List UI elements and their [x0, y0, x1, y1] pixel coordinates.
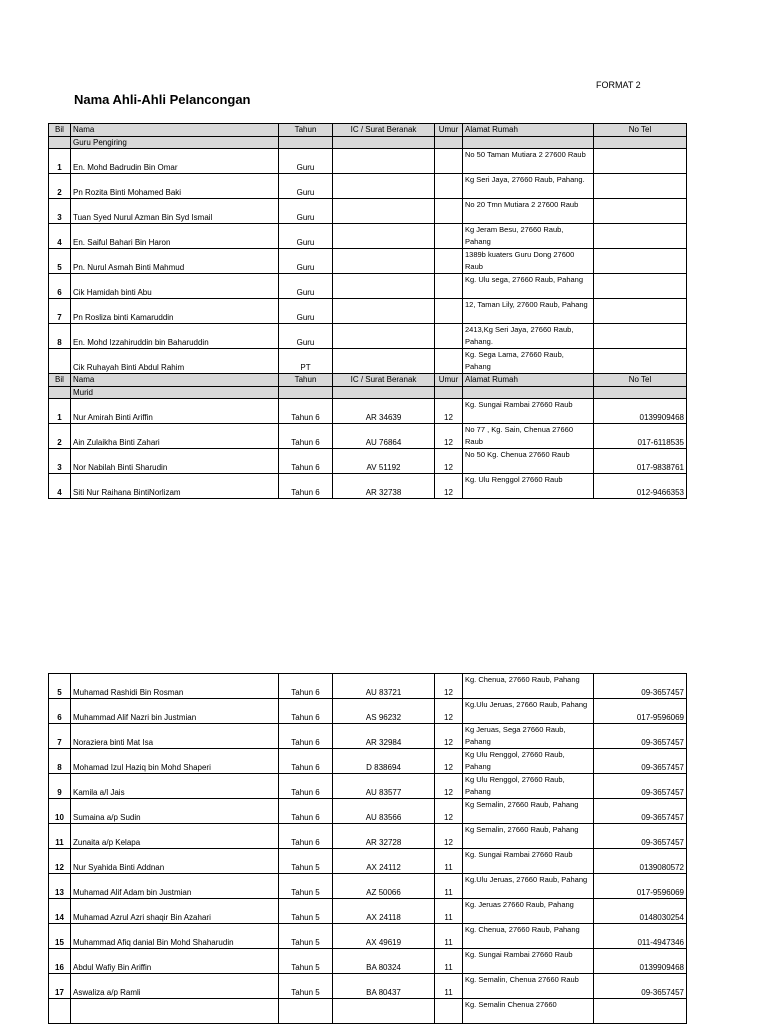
cell-bil: 3 [49, 449, 71, 474]
cell-alamat: No 50 Taman Mutiara 2 27600 Raub [463, 149, 594, 174]
cell-bil [49, 349, 71, 374]
cell-bil: 11 [49, 824, 71, 849]
cell-no-tel: 09-3657457 [594, 774, 687, 799]
cell-alamat: Kg. Semalin Chenua 27660 [463, 999, 594, 1024]
cell-alamat: 12, Taman Lily, 27600 Raub, Pahang [463, 299, 594, 324]
cell-ic [333, 349, 435, 374]
cell-bil: 13 [49, 874, 71, 899]
table-row [49, 349, 687, 374]
cell-tahun: Tahun 5 [279, 849, 333, 874]
group-row-teachers [49, 137, 687, 149]
group-bil-cell [49, 137, 71, 149]
header-nama: Nama [71, 124, 279, 137]
cell-nama: Abdul Wafiy Bin Ariffin [71, 949, 279, 974]
cell-nama: Muhammad Alif Nazri bin Justmian [71, 699, 279, 724]
cell-bil: 1 [49, 399, 71, 424]
cell-ic: AX 24118 [333, 899, 435, 924]
cell-no-tel: 012-9466353 [594, 474, 687, 499]
cell-bil: 5 [49, 674, 71, 699]
cell-alamat: No 77 , Kg. Sain, Chenua 27660 Raub [463, 424, 594, 449]
cell-tahun: Tahun 5 [279, 874, 333, 899]
cell-ic: AU 83566 [333, 799, 435, 824]
group-empty-cell [594, 387, 687, 399]
cell-bil: 3 [49, 199, 71, 224]
cell-tahun: Guru [279, 149, 333, 174]
cell-no-tel: 0139080572 [594, 849, 687, 874]
cell-no-tel: 0139909468 [594, 949, 687, 974]
cell-ic [333, 149, 435, 174]
cell-umur: 11 [435, 924, 463, 949]
cell-no-tel: 09-3657457 [594, 824, 687, 849]
cell-umur [435, 999, 463, 1024]
cell-nama: Pn Rosliza binti Kamaruddin [71, 299, 279, 324]
table-header-row [49, 124, 687, 137]
cell-ic: AX 24112 [333, 849, 435, 874]
cell-nama: Mohamad Izul Haziq bin Mohd Shaperi [71, 749, 279, 774]
cell-alamat: Kg. Ulu sega, 27660 Raub, Pahang [463, 274, 594, 299]
group-empty-cell [594, 137, 687, 149]
cell-tahun: Guru [279, 199, 333, 224]
table-row [49, 899, 687, 924]
table-header-row [49, 374, 687, 387]
cell-nama: Nur Amirah Binti Ariffin [71, 399, 279, 424]
cell-no-tel: 017-6118535 [594, 424, 687, 449]
cell-ic [333, 249, 435, 274]
cell-bil: 14 [49, 899, 71, 924]
cell-nama: Noraziera binti Mat Isa [71, 724, 279, 749]
cell-no-tel: 0148030254 [594, 899, 687, 924]
cell-alamat: 1389b kuaters Guru Dong 27600 Raub [463, 249, 594, 274]
cell-nama: Nor Nabilah Binti Sharudin [71, 449, 279, 474]
cell-ic: BA 80324 [333, 949, 435, 974]
members-table-page-1 [48, 123, 687, 499]
cell-bil: 16 [49, 949, 71, 974]
cell-ic [333, 324, 435, 349]
cell-bil [49, 999, 71, 1024]
cell-nama: Sumaina a/p Sudin [71, 799, 279, 824]
cell-bil: 8 [49, 324, 71, 349]
cell-bil: 9 [49, 774, 71, 799]
cell-nama: Cik Ruhayah Binti Abdul Rahim [71, 349, 279, 374]
cell-nama: Muhamad Alif Adam bin Justmian [71, 874, 279, 899]
cell-alamat: No 20 Tmn Mutiara 2 27600 Raub [463, 199, 594, 224]
table-row [49, 824, 687, 849]
cell-umur: 11 [435, 849, 463, 874]
cell-nama: Cik Hamidah binti Abu [71, 274, 279, 299]
cell-bil: 5 [49, 249, 71, 274]
cell-no-tel: 017-9838761 [594, 449, 687, 474]
cell-umur [435, 324, 463, 349]
group-row-students [49, 387, 687, 399]
cell-ic: AR 32984 [333, 724, 435, 749]
header-bil: Bil [49, 124, 71, 137]
cell-bil: 2 [49, 174, 71, 199]
table-row [49, 924, 687, 949]
cell-tahun: Tahun 6 [279, 449, 333, 474]
table-row [49, 699, 687, 724]
table-row [49, 474, 687, 499]
cell-no-tel: 017-9596069 [594, 699, 687, 724]
cell-alamat: Kg. Sungai Rambai 27660 Raub [463, 849, 594, 874]
cell-bil: 4 [49, 224, 71, 249]
cell-ic: AX 49619 [333, 924, 435, 949]
cell-ic [333, 224, 435, 249]
cell-nama: Pn. Nurul Asmah Binti Mahmud [71, 249, 279, 274]
cell-tahun: Tahun 6 [279, 399, 333, 424]
group-label: Murid [71, 387, 279, 399]
cell-umur: 12 [435, 699, 463, 724]
cell-ic: D 838694 [333, 749, 435, 774]
cell-alamat: Kg. Sungai Rambai 27660 Raub [463, 949, 594, 974]
cell-alamat: Kg.Ulu Jeruas, 27660 Raub, Pahang [463, 699, 594, 724]
cell-umur: 12 [435, 399, 463, 424]
cell-no-tel [594, 199, 687, 224]
cell-umur: 11 [435, 974, 463, 999]
table-row [49, 799, 687, 824]
cell-tahun: Tahun 5 [279, 899, 333, 924]
cell-no-tel: 0139909468 [594, 399, 687, 424]
cell-no-tel: 09-3657457 [594, 974, 687, 999]
header-no-tel: No Tel [594, 374, 687, 387]
cell-ic [333, 274, 435, 299]
cell-bil: 4 [49, 474, 71, 499]
table-row [49, 849, 687, 874]
cell-alamat: Kg. Ulu Renggol 27660 Raub [463, 474, 594, 499]
cell-alamat: Kg Semalin, 27660 Raub, Pahang [463, 799, 594, 824]
cell-tahun: Guru [279, 324, 333, 349]
cell-nama: Muhammad Afiq danial Bin Mohd Shaharudin [71, 924, 279, 949]
cell-no-tel [594, 274, 687, 299]
cell-no-tel: 017-9596069 [594, 874, 687, 899]
cell-no-tel [594, 324, 687, 349]
group-empty-cell [279, 137, 333, 149]
header-alamat: Alamat Rumah [463, 374, 594, 387]
cell-umur: 12 [435, 824, 463, 849]
cell-tahun: Guru [279, 299, 333, 324]
group-bil-cell [49, 387, 71, 399]
group-empty-cell [463, 387, 594, 399]
cell-ic: BA 80437 [333, 974, 435, 999]
cell-tahun: Tahun 6 [279, 699, 333, 724]
cell-nama: Pn Rozita Binti Mohamed Baki [71, 174, 279, 199]
cell-bil: 15 [49, 924, 71, 949]
cell-umur [435, 224, 463, 249]
cell-no-tel [594, 349, 687, 374]
cell-nama: En. Saiful Bahari Bin Haron [71, 224, 279, 249]
cell-alamat: 2413,Kg Seri Jaya, 27660 Raub, Pahang. [463, 324, 594, 349]
cell-alamat: Kg. Sega Lama, 27660 Raub, Pahang [463, 349, 594, 374]
header-tahun: Tahun [279, 124, 333, 137]
table-row [49, 424, 687, 449]
cell-bil: 2 [49, 424, 71, 449]
cell-tahun: Guru [279, 274, 333, 299]
cell-umur [435, 274, 463, 299]
cell-tahun: Tahun 6 [279, 824, 333, 849]
cell-bil: 8 [49, 749, 71, 774]
cell-bil: 12 [49, 849, 71, 874]
cell-no-tel: 09-3657457 [594, 724, 687, 749]
cell-ic: AR 32728 [333, 824, 435, 849]
header-bil: Bil [49, 374, 71, 387]
cell-nama: Kamila a/l Jais [71, 774, 279, 799]
cell-nama: Tuan Syed Nurul Azman Bin Syd Ismail [71, 199, 279, 224]
table-row [49, 974, 687, 999]
cell-umur: 12 [435, 674, 463, 699]
cell-ic: AU 83721 [333, 674, 435, 699]
cell-no-tel [594, 149, 687, 174]
table-row [49, 149, 687, 174]
header-umur: Umur [435, 124, 463, 137]
cell-ic: AR 32738 [333, 474, 435, 499]
cell-ic [333, 999, 435, 1024]
cell-no-tel [594, 174, 687, 199]
cell-alamat: Kg.Ulu Jeruas, 27660 Raub, Pahang [463, 874, 594, 899]
cell-umur [435, 199, 463, 224]
header-alamat: Alamat Rumah [463, 124, 594, 137]
cell-nama: Ain Zulaikha Binti Zahari [71, 424, 279, 449]
header-ic: IC / Surat Beranak [333, 124, 435, 137]
cell-ic [333, 174, 435, 199]
table-row [49, 774, 687, 799]
page-title: Nama Ahli-Ahli Pelancongan [74, 92, 251, 107]
table-row [49, 274, 687, 299]
cell-bil: 6 [49, 274, 71, 299]
cell-tahun: Guru [279, 224, 333, 249]
cell-nama: En. Mohd Izzahiruddin bin Baharuddin [71, 324, 279, 349]
cell-ic [333, 299, 435, 324]
cell-tahun: Tahun 6 [279, 724, 333, 749]
cell-tahun: Tahun 5 [279, 924, 333, 949]
cell-tahun: Tahun 5 [279, 974, 333, 999]
cell-alamat: Kg. Jeruas 27660 Raub, Pahang [463, 899, 594, 924]
cell-ic: AR 34639 [333, 399, 435, 424]
cell-nama: Nur Syahida Binti Addnan [71, 849, 279, 874]
cell-nama: Muhamad Azrul Azri shaqir Bin Azahari [71, 899, 279, 924]
group-empty-cell [333, 387, 435, 399]
cell-alamat: Kg. Chenua, 27660 Raub, Pahang [463, 924, 594, 949]
table-row [49, 399, 687, 424]
cell-nama: Siti Nur Raihana BintiNorlizam [71, 474, 279, 499]
header-umur: Umur [435, 374, 463, 387]
cell-tahun: Tahun 6 [279, 674, 333, 699]
cell-nama: Aswaliza a/p Ramli [71, 974, 279, 999]
cell-ic: AV 51192 [333, 449, 435, 474]
cell-ic [333, 199, 435, 224]
cell-no-tel: 09-3657457 [594, 749, 687, 774]
cell-umur: 12 [435, 424, 463, 449]
cell-umur: 11 [435, 949, 463, 974]
table-row [49, 874, 687, 899]
cell-alamat: Kg. Semalin, Chenua 27660 Raub [463, 974, 594, 999]
cell-tahun: Guru [279, 174, 333, 199]
cell-ic: AZ 50066 [333, 874, 435, 899]
cell-ic: AU 76864 [333, 424, 435, 449]
cell-alamat: Kg Ulu Renggol, 27660 Raub, Pahang [463, 749, 594, 774]
cell-ic: AS 96232 [333, 699, 435, 724]
cell-umur: 11 [435, 899, 463, 924]
group-label: Guru Pengiring [71, 137, 279, 149]
table-row [49, 224, 687, 249]
cell-umur: 12 [435, 749, 463, 774]
cell-tahun: Tahun 5 [279, 949, 333, 974]
cell-umur: 12 [435, 724, 463, 749]
cell-alamat: Kg Jeruas, Sega 27660 Raub, Pahang [463, 724, 594, 749]
cell-alamat: Kg. Sungai Rambai 27660 Raub [463, 399, 594, 424]
table-row [49, 249, 687, 274]
cell-umur [435, 149, 463, 174]
cell-nama: Zunaita a/p Kelapa [71, 824, 279, 849]
cell-no-tel [594, 224, 687, 249]
cell-tahun [279, 999, 333, 1024]
table-row [49, 449, 687, 474]
cell-no-tel [594, 299, 687, 324]
table-row [49, 324, 687, 349]
header-no-tel: No Tel [594, 124, 687, 137]
format-label: FORMAT 2 [596, 80, 641, 90]
cell-bil: 17 [49, 974, 71, 999]
group-empty-cell [463, 137, 594, 149]
group-empty-cell [435, 387, 463, 399]
cell-alamat: No 50 Kg. Chenua 27660 Raub [463, 449, 594, 474]
cell-nama [71, 999, 279, 1024]
table-row [49, 949, 687, 974]
cell-bil: 7 [49, 299, 71, 324]
cell-no-tel [594, 999, 687, 1024]
cell-tahun: Tahun 6 [279, 774, 333, 799]
cell-bil: 1 [49, 149, 71, 174]
cell-bil: 6 [49, 699, 71, 724]
cell-no-tel: 09-3657457 [594, 799, 687, 824]
cell-tahun: Tahun 6 [279, 474, 333, 499]
cell-tahun: Tahun 6 [279, 799, 333, 824]
group-empty-cell [435, 137, 463, 149]
cell-tahun: Tahun 6 [279, 424, 333, 449]
header-tahun: Tahun [279, 374, 333, 387]
cell-umur [435, 349, 463, 374]
cell-no-tel [594, 249, 687, 274]
group-empty-cell [279, 387, 333, 399]
cell-umur [435, 174, 463, 199]
cell-umur [435, 249, 463, 274]
cell-umur: 12 [435, 799, 463, 824]
table-row [49, 299, 687, 324]
cell-alamat: Kg Ulu Renggol, 27660 Raub, Pahang [463, 774, 594, 799]
cell-no-tel: 011-4947346 [594, 924, 687, 949]
cell-umur: 11 [435, 874, 463, 899]
cell-bil: 10 [49, 799, 71, 824]
cell-alamat: Kg Semalin, 27660 Raub, Pahang [463, 824, 594, 849]
table-row [49, 174, 687, 199]
table-row [49, 749, 687, 774]
header-nama: Nama [71, 374, 279, 387]
cell-umur [435, 299, 463, 324]
cell-nama: En. Mohd Badrudin Bin Omar [71, 149, 279, 174]
cell-bil: 7 [49, 724, 71, 749]
table-row [49, 724, 687, 749]
cell-alamat: Kg Seri Jaya, 27660 Raub, Pahang. [463, 174, 594, 199]
cell-tahun: PT [279, 349, 333, 374]
cell-umur: 12 [435, 449, 463, 474]
header-ic: IC / Surat Beranak [333, 374, 435, 387]
cell-umur: 12 [435, 474, 463, 499]
members-table-page-2 [48, 673, 687, 1024]
cell-tahun: Tahun 6 [279, 749, 333, 774]
cell-umur: 12 [435, 774, 463, 799]
group-empty-cell [333, 137, 435, 149]
table-row [49, 674, 687, 699]
cell-alamat: Kg Jeram Besu, 27660 Raub, Pahang [463, 224, 594, 249]
table-row [49, 999, 687, 1024]
cell-no-tel: 09-3657457 [594, 674, 687, 699]
table-row [49, 199, 687, 224]
cell-ic: AU 83577 [333, 774, 435, 799]
cell-tahun: Guru [279, 249, 333, 274]
cell-alamat: Kg. Chenua, 27660 Raub, Pahang [463, 674, 594, 699]
cell-nama: Muhamad Rashidi Bin Rosman [71, 674, 279, 699]
